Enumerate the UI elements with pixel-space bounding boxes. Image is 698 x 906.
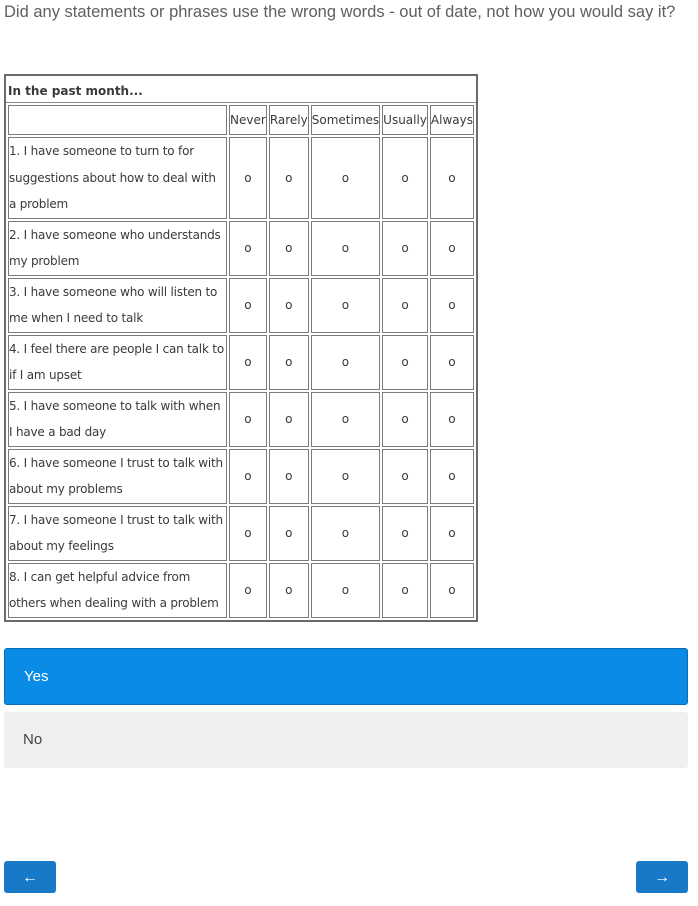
option-cell-never: o <box>229 563 267 618</box>
option-cell-rarely: o <box>269 563 309 618</box>
option-cell-sometimes: o <box>311 335 380 390</box>
option-cell-rarely: o <box>269 278 309 333</box>
question-text: Did any statements or phrases use the wrong words - out of date, not how you would say it? <box>4 3 676 21</box>
statement-cell: 1. I have someone to turn to for suggestions about how to deal with a problem <box>8 137 227 219</box>
table-row <box>8 506 474 561</box>
answer-no-button[interactable]: No <box>4 712 688 768</box>
option-cell-always: o <box>430 335 474 390</box>
option-cell-sometimes: o <box>311 137 380 219</box>
option-cell-usually: o <box>382 506 428 561</box>
option-cell-rarely: o <box>269 335 309 390</box>
table-row <box>8 137 474 219</box>
option-cell-never: o <box>229 449 267 504</box>
option-cell-sometimes: o <box>311 449 380 504</box>
statement-cell: 7. I have someone I trust to talk with about my feelings <box>8 506 227 561</box>
option-cell-never: o <box>229 137 267 219</box>
option-cell-never: o <box>229 392 267 447</box>
column-header-sometimes: Sometimes <box>311 105 380 135</box>
option-cell-never: o <box>229 335 267 390</box>
blank-header-cell <box>8 105 227 135</box>
option-cell-usually: o <box>382 392 428 447</box>
option-cell-rarely: o <box>269 137 309 219</box>
option-cell-usually: o <box>382 449 428 504</box>
option-cell-sometimes: o <box>311 392 380 447</box>
table-row <box>8 335 474 390</box>
statement-cell: 4. I feel there are people I can talk to if I am upset <box>8 335 227 390</box>
column-header-rarely: Rarely <box>269 105 309 135</box>
option-cell-never: o <box>229 278 267 333</box>
option-cell-sometimes: o <box>311 506 380 561</box>
option-cell-sometimes: o <box>311 221 380 276</box>
option-cell-usually: o <box>382 137 428 219</box>
arrow-left-icon: ← <box>22 869 38 886</box>
column-header-always: Always <box>430 105 474 135</box>
option-cell-usually: o <box>382 563 428 618</box>
statement-cell: 3. I have someone who will listen to me when I need to talk <box>8 278 227 333</box>
option-cell-usually: o <box>382 221 428 276</box>
option-cell-sometimes: o <box>311 563 380 618</box>
survey-heading: In the past month... <box>6 76 476 103</box>
statement-cell: 2. I have someone who understands my problem <box>8 221 227 276</box>
option-cell-always: o <box>430 137 474 219</box>
option-cell-always: o <box>430 221 474 276</box>
option-cell-always: o <box>430 449 474 504</box>
arrow-right-icon: → <box>654 869 670 886</box>
option-cell-usually: o <box>382 278 428 333</box>
rating-grid <box>6 103 476 620</box>
grid-header-row <box>8 105 474 135</box>
next-button[interactable] <box>636 861 688 893</box>
option-cell-always: o <box>430 506 474 561</box>
option-cell-always: o <box>430 392 474 447</box>
option-cell-always: o <box>430 563 474 618</box>
table-row <box>8 563 474 618</box>
option-cell-usually: o <box>382 335 428 390</box>
column-header-usually: Usually <box>382 105 428 135</box>
table-row <box>8 392 474 447</box>
option-cell-rarely: o <box>269 221 309 276</box>
option-cell-never: o <box>229 506 267 561</box>
option-cell-rarely: o <box>269 506 309 561</box>
option-cell-never: o <box>229 221 267 276</box>
table-row <box>8 221 474 276</box>
option-cell-rarely: o <box>269 449 309 504</box>
survey-image <box>4 74 478 622</box>
option-cell-sometimes: o <box>311 278 380 333</box>
statement-cell: 8. I can get helpful advice from others when dealing with a problem <box>8 563 227 618</box>
option-cell-always: o <box>430 278 474 333</box>
answer-yes-button[interactable]: Yes <box>4 648 688 705</box>
statement-cell: 5. I have someone to talk with when I have a bad day <box>8 392 227 447</box>
column-header-never: Never <box>229 105 267 135</box>
statement-cell: 6. I have someone I trust to talk with about my problems <box>8 449 227 504</box>
option-cell-rarely: o <box>269 392 309 447</box>
back-button[interactable] <box>4 861 56 893</box>
table-row <box>8 449 474 504</box>
table-row <box>8 278 474 333</box>
